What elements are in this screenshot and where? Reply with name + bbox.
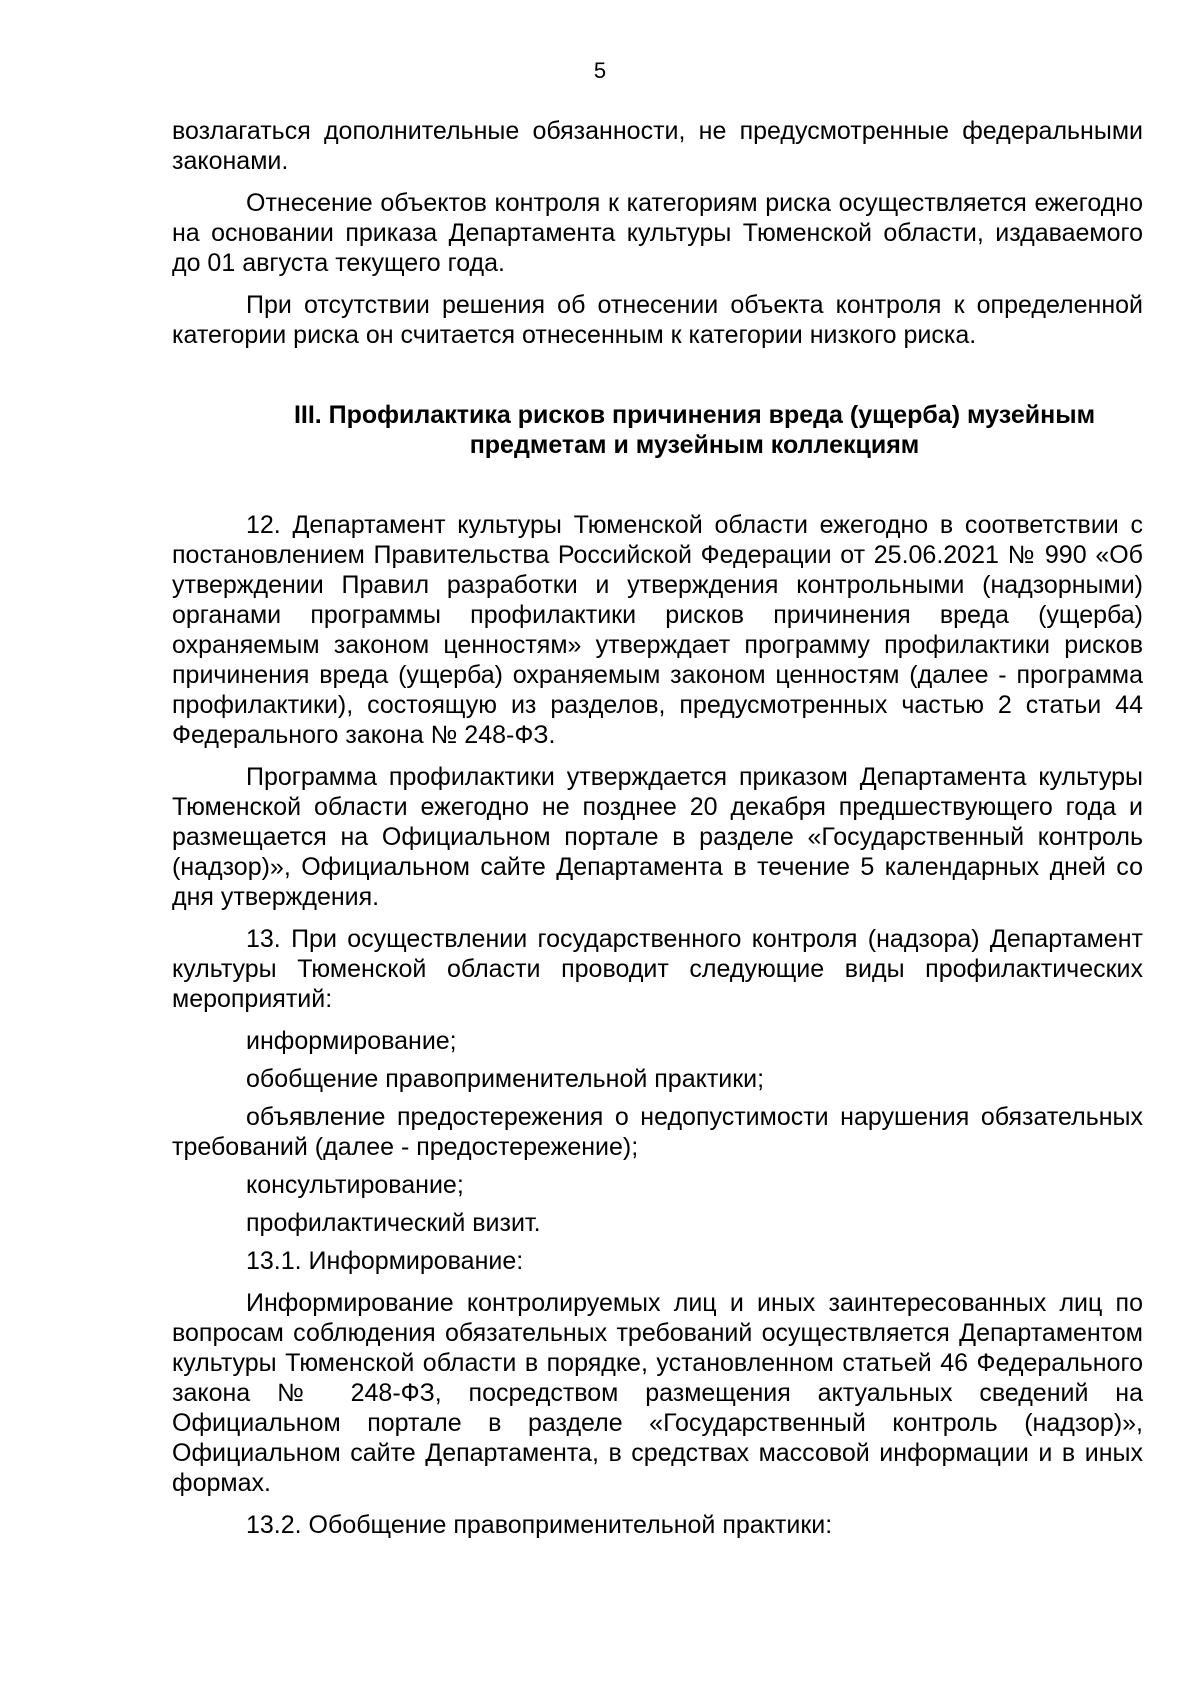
paragraph: При отсутствии решения об отнесении объекта контроля к определенной категории риска он считается отнесенным к категории низкого риска. <box>172 291 1143 349</box>
list-item: профилактический визит. <box>246 1209 541 1237</box>
paragraph: Информирование контролируемых лиц и иных заинтересованных лиц по вопросам соблюдения обязательных требований осуществляется Департаментом культуры Тюменской области в порядке, установленном статьей 46 Федерального закона № 248-ФЗ, посредством размещения актуальных сведений на Официальном портале в разделе «Государственный контроль (надзор)», Официальном сайте Департамента, в средствах массовой информации и в иных формах. <box>172 1289 1143 1497</box>
section-heading-line-1: III. Профилактика рисков причинения вреда (ущерба) музейным <box>293 401 1096 429</box>
list-item: информирование; <box>246 1027 457 1055</box>
paragraph: Программа профилактики утверждается приказом Департамента культуры Тюменской области ежегодно не позднее 20 декабря предшествующего года и размещается на Официальном портале в разделе «Государственный контроль (надзор)», Официальном сайте Департамента в течение 5 календарных дней со дня утверждения. <box>172 763 1143 911</box>
paragraph: Отнесение объектов контроля к категориям риска осуществляется ежегодно на основании приказа Департамента культуры Тюменской области, издаваемого до 01 августа текущего года. <box>172 189 1143 277</box>
list-item: обобщение правоприменительной практики; <box>246 1065 765 1093</box>
paragraph: 13. При осуществлении государственного контроля (надзора) Департамент культуры Тюменской области проводит следующие виды профилактических мероприятий: <box>172 925 1143 1013</box>
list-item: объявление предостережения о недопустимости нарушения обязательных требований (далее - предостережение); <box>172 1103 1143 1161</box>
paragraph: возлагаться дополнительные обязанности, не предусмотренные федеральными законами. <box>172 117 1143 175</box>
section-heading <box>172 400 1143 460</box>
document-body <box>172 116 1143 1552</box>
page-number: 5 <box>593 58 607 83</box>
section-heading-line-2: предметам и музейным коллекциям <box>469 431 920 459</box>
paragraph: 12. Департамент культуры Тюменской области ежегодно в соответствии с постановлением Правительства Российской Федерации от 25.06.2021 № 990 «Об утверждении Правил разработки и утверждения контрольными (надзорными) органами программы профилактики рисков причинения вреда (ущерба) охраняемым законом ценностям» утверждает программу профилактики рисков причинения вреда (ущерба) охраняемым законом ценностям (далее - программа профилактики), состоящую из разделов, предусмотренных частью 2 статьи 44 Федерального закона № 248-ФЗ. <box>172 511 1143 749</box>
subsection-heading: 13.2. Обобщение правоприменительной практики: <box>246 1511 833 1539</box>
subsection-heading: 13.1. Информирование: <box>246 1247 524 1275</box>
list-item: консультирование; <box>246 1171 464 1199</box>
